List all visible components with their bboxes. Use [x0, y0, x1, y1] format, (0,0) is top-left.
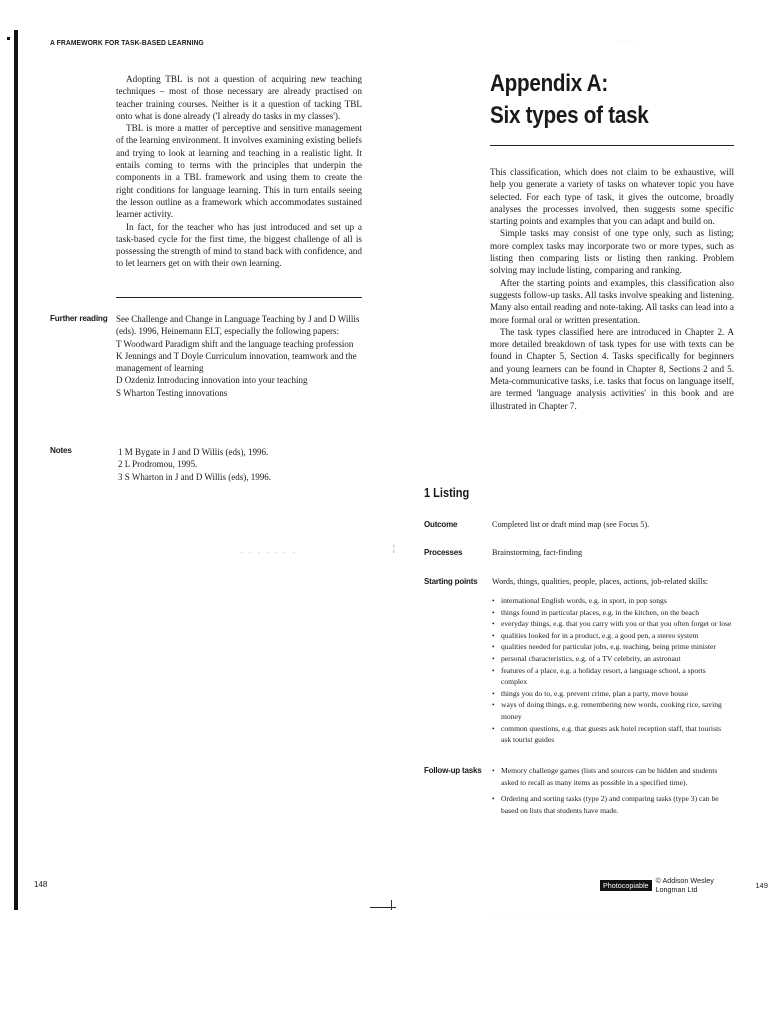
processes-text: Brainstorming, fact-finding	[492, 548, 583, 557]
list-item: • qualities needed for particular jobs, e.g. teaching, being prime minister	[492, 641, 732, 653]
starting-points-label: Starting points	[424, 577, 478, 586]
scan-smudge: · · · · ·	[618, 38, 637, 46]
gutter-bottom-rule	[370, 907, 396, 908]
notes-list	[118, 446, 298, 483]
appendix-title	[490, 68, 649, 132]
left-paragraph: Adopting TBL is not a question of acquiring new teaching techniques – most of those necessary are already practised on teacher training courses. Neither is it a question of tacking TBL onto what is done already ('I already do tasks in my classes').	[116, 74, 362, 121]
intro-paragraph: After the starting points and examples, this classification also suggests follow-up tasks. All tasks involve speaking and listening. Many also entail reading and note-taking. All tasks can lead into a more formal oral or written presentation.	[490, 277, 734, 325]
further-reading-list	[116, 313, 364, 399]
intro-paragraph: The task types classified here are introduced in Chapter 2. A more detailed breakdown of task types for use with texts can be found in Chapter 5, Section 4. Tasks specifically for beginners and young learners can be found in Chapter 8, Sections 2 and 5. Meta-communicative tasks, i.e. tasks that focus on language itself, are termed 'language analysis activities' in this book and are illustrated in Chapter 7.	[490, 326, 734, 411]
section-heading: 1 Listing	[424, 486, 470, 500]
notes-label: Notes	[50, 446, 72, 455]
reference-item: S Wharton Testing innovations	[116, 387, 228, 398]
follow-up-label: Follow-up tasks	[424, 766, 482, 775]
processes-label: Processes	[424, 548, 463, 557]
list-item: • international English words, e.g. in sport, in pop songs	[492, 595, 732, 607]
page-gutter-mark: ¦	[393, 543, 395, 553]
list-item: • features of a place, e.g. a holiday resort, a language school, a sports complex	[492, 665, 732, 688]
left-divider-rule	[116, 297, 362, 298]
title-rule	[490, 145, 734, 146]
list-item: • Ordering and sorting tasks (type 2) and comparing tasks (type 3) can be based on lists that students have made.	[492, 793, 732, 816]
right-footer	[600, 876, 768, 894]
outcome-label: Outcome	[424, 520, 458, 529]
note-item: 2 L Prodromou, 1995.	[118, 459, 198, 470]
note-item: 1 M Bygate in J and D Willis (eds), 1996.	[118, 447, 269, 457]
gutter-bottom-tick	[391, 900, 392, 910]
outcome-text: Completed list or draft mind map (see Focus 5).	[492, 520, 650, 529]
reference-item: D Ozdeniz Introducing innovation into your teaching	[116, 375, 308, 386]
left-paragraph: TBL is more a matter of perceptive and sensitive management of the learning environment. It involves examining existing beliefs and trying to look at learning and teaching in a realistic light. It entails coming to terms with the principles that underpin the components in a TBL framework and using them to create the right conditions for language learning. This in turn entails seeing the lesson outline as a framework which accommodates sustained learner activity.	[116, 123, 362, 220]
reference-item: See Challenge and Change in Language Teaching by J and D Willis (eds). 1996, Heinemann ELT, especially the following papers:	[116, 314, 360, 337]
appendix-title-line2: Six types of task	[490, 102, 649, 129]
list-item: • things you do to, e.g. prevent crime, plan a party, move house	[492, 688, 732, 700]
list-item: • common questions, e.g. that guests ask hotel reception staff, that tourists ask tourist guides	[492, 723, 732, 746]
publisher-credit: © Addison Wesley Longman Ltd	[655, 876, 714, 894]
list-item: • everyday things, e.g. that you carry with you or that you often forget or lose	[492, 618, 732, 630]
follow-up-list	[492, 765, 732, 821]
list-item: • personal characteristics, e.g. of a TV celebrity, an astronaut	[492, 653, 732, 665]
photocopiable-badge: Photocopiable	[600, 880, 652, 891]
running-head: A FRAMEWORK FOR TASK-BASED LEARNING	[50, 38, 204, 47]
right-page-number: 149	[755, 880, 768, 890]
reference-item: K Jennings and T Doyle Curriculum innovation, teamwork and the management of learning	[116, 350, 357, 374]
note-item: 3 S Wharton in J and D Willis (eds), 1996.	[118, 471, 272, 482]
book-spine-edge	[14, 30, 18, 910]
list-item: • Memory challenge games (lists and sources can be hidden and students asked to recall as many items as possible in a specified time).	[492, 765, 732, 788]
further-reading-label: Further reading	[50, 314, 108, 323]
left-page-number: 148	[34, 880, 48, 889]
reference-item: T Woodward Paradigm shift and the language teaching profession	[116, 338, 354, 349]
scan-artifact: - - - - - - -	[240, 548, 297, 557]
starting-points-list	[492, 595, 732, 746]
appendix-title-line1: Appendix A:	[490, 70, 608, 97]
intro-text	[490, 166, 734, 412]
intro-paragraph: This classification, which does not claim to be exhaustive, will help you generate a variety of tasks on whatever topic you have selected. For each type of task, it gives the outcome, broadly analyses the processes involved, then suggests some specific starting points and examples that you can adapt and build on.	[490, 167, 734, 227]
left-paragraph: In fact, for the teacher who has just introduced and set up a task-based cycle for the first time, the biggest challenge of all is possessing the strength of mind to stand back with confidence, and to let learners get on with their own learning.	[116, 221, 362, 269]
scan-mark	[7, 37, 10, 40]
intro-paragraph: Simple tasks may consist of one type only, such as listing; more complex tasks may incorporate two or more types, such as listing then comparing lists or listing then ranking. Problem solving may include listing, comparing and ranking.	[490, 228, 734, 276]
starting-points-intro: Words, things, qualities, people, places, actions, job-related skills:	[492, 577, 709, 586]
list-item: • ways of doing things, e.g. remembering new words, cooking rice, saving money	[492, 699, 732, 722]
list-item: • qualities looked for in a product, e.g. a good pen, a stereo system	[492, 630, 732, 642]
left-body-text	[116, 73, 362, 270]
list-item: • things found in particular places, e.g. in the kitchen, on the beach	[492, 607, 732, 619]
scan-artifact: · · · · · · · · · · · · · · · · · ·	[492, 910, 679, 919]
